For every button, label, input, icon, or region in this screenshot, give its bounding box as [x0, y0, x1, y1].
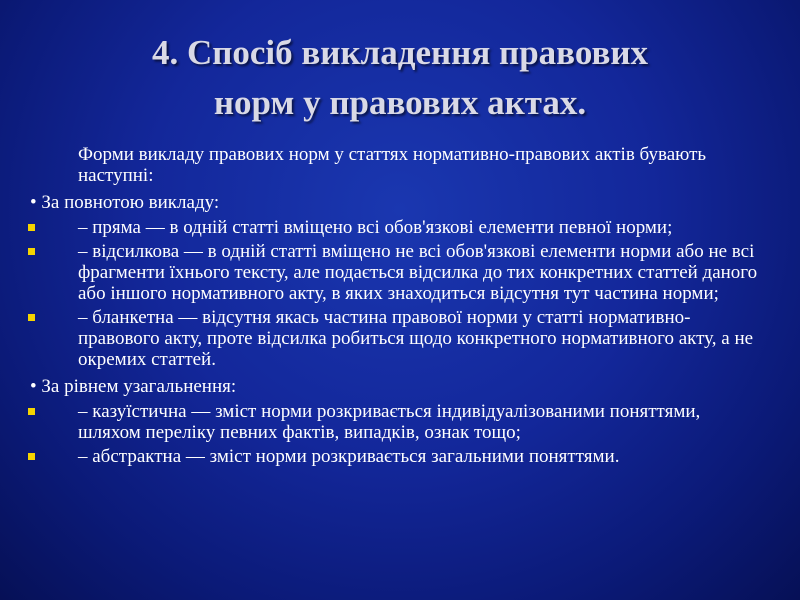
list-item — [22, 217, 758, 238]
list-item — [22, 241, 758, 304]
square-bullet-icon — [28, 453, 35, 460]
intro-text: Форми викладу правових норм у статтях нормативно-правових актів бувають наступні: — [78, 144, 707, 186]
list-item-text: – пряма — в одній статті вміщено всі обов'язкові елементи певної норми; — [78, 217, 673, 238]
square-bullet-icon — [28, 408, 35, 415]
section-heading-generalization: • За рівнем узагальнення: — [30, 376, 237, 397]
square-bullet-icon — [28, 314, 35, 321]
slide-body — [22, 144, 782, 470]
square-bullet-icon — [28, 224, 35, 231]
slide-title-line-2: норм у правових актах. — [213, 83, 587, 122]
list-item-text: – абстрактна — зміст норми розкривається загальними поняттями. — [78, 446, 620, 467]
list-item-text: – казуїстична — зміст норми розкривається індивідуалізованими поняттями, шляхом переліку певних фактів, випадків, ознак тощо; — [78, 401, 701, 443]
slide-title — [40, 28, 760, 128]
slide-title-line-1: 4. Спосіб викладення правових — [151, 33, 649, 72]
square-bullet-icon — [28, 248, 35, 255]
list-item — [22, 446, 758, 467]
section-heading-completeness: • За повнотою викладу: — [30, 192, 220, 213]
list-item-text: – бланкетна — відсутня якась частина правової норми у статті нормативно-правового акту, проте відсилка робиться щодо конкретного нормативного акту, а не окремих статтей. — [78, 307, 754, 370]
list-item — [22, 307, 758, 370]
list-item — [22, 401, 758, 443]
list-item-text: – відсилкова — в одній статті вміщено не всі обов'язкові елементи норми або не всі фрагменти їхнього тексту, але подається відсилка до тих конкретних статтей даного або іншого нормативного акту, в яких знаходиться відсутня тут частина норми; — [78, 241, 758, 304]
